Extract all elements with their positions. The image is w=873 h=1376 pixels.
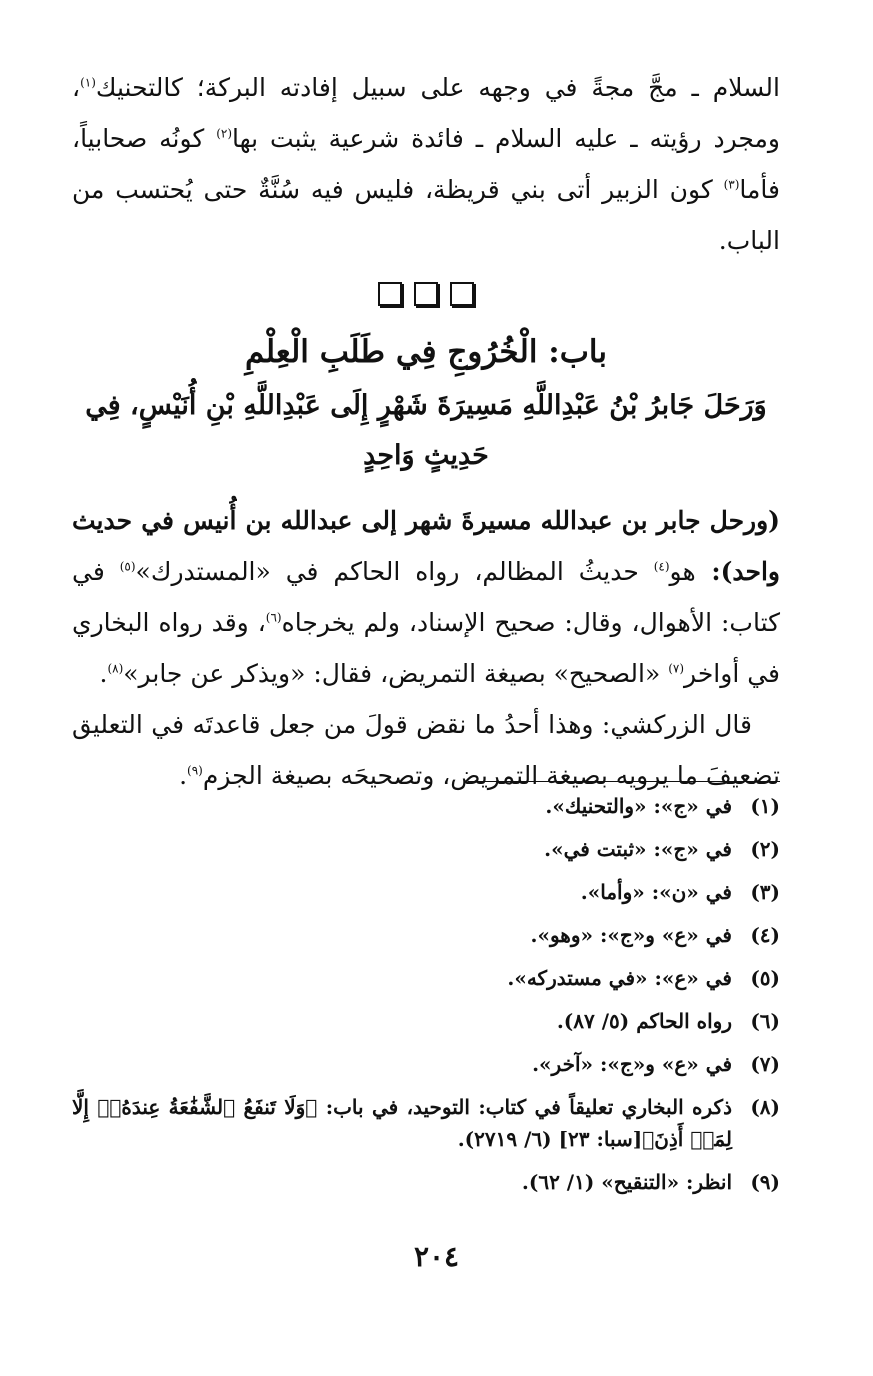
footnote-item: [72, 919, 780, 951]
footnote-ref-5[interactable]: (٥): [119, 559, 136, 574]
footnote-ref-9[interactable]: (٩): [187, 763, 203, 778]
paragraph-2-part-a: هو: [669, 557, 696, 586]
footnote-number: (٣): [750, 880, 780, 904]
footnote-ref-8[interactable]: (٨): [107, 661, 124, 676]
footnote-text: في «ج»: «ثبتت في».: [544, 837, 732, 861]
paragraph-2-part-c: في كتاب: الأهوال، وقال: صحيح الإسناد، ولم يخرجاه: [72, 557, 781, 637]
quoted-hadith: (ورحل جابر بن عبدالله مسيرةَ شهر إلى عبدالله بن أُنيس في حديث واحد):: [72, 506, 780, 586]
paragraph-2: [72, 495, 780, 699]
footnote-text: في «ع» و«ج»: «آخر».: [532, 1052, 732, 1076]
footnote-number: (٦): [750, 1009, 780, 1033]
footnote-number: (٤): [750, 923, 780, 947]
footnote-ref-1[interactable]: (١): [80, 75, 96, 90]
footnote-text: في «ن»: «وأما».: [580, 880, 732, 904]
footnote-separator: [468, 781, 780, 782]
paragraph-2-part-f: .: [99, 659, 108, 688]
footnote-item: [72, 1005, 780, 1037]
footnote-text: في «ع»: «في مستدركه».: [507, 966, 732, 990]
footnote-number: (٨): [750, 1095, 780, 1119]
page-body: [72, 62, 780, 801]
footnote-item: [72, 1091, 780, 1155]
paragraph-3-part-b: .: [179, 761, 188, 790]
footnotes-list: [72, 790, 780, 1209]
footnote-number: (٢): [750, 837, 780, 861]
divider-square-icon: [450, 282, 474, 306]
footnote-item: [72, 790, 780, 822]
footnote-ref-6[interactable]: (٦): [265, 610, 282, 625]
hadith-heading: وَرَحَلَ جَابرُ بْنُ عَبْدِاللَّهِ مَسِيرَةَ شَهْرٍ إِلَى عَبْدِاللَّهِ بْنِ أُنَيْسٍ، فِي حَدِيثٍ وَاحِدٍ: [85, 390, 767, 471]
paragraph-1: [72, 62, 780, 266]
paragraph-2-part-b: حديثُ المظالم، رواه الحاكم في «المستدرك»: [135, 557, 654, 586]
footnote-text: رواه الحاكم (٥/ ٨٧).: [556, 1009, 732, 1033]
footnote-number: (٥): [750, 966, 780, 990]
footnote-item: [72, 1166, 780, 1198]
chapter-title: باب: الْخُرُوجِ فِي طَلَبِ الْعِلْمِ: [245, 334, 607, 370]
footnote-item: [72, 962, 780, 994]
footnote-item: [72, 1048, 780, 1080]
footnote-ref-2[interactable]: (٢): [216, 126, 233, 141]
divider-square-icon: [378, 282, 402, 306]
footnote-text: ذكره البخاري تعليقاً في كتاب: التوحيد، في باب: ﴿وَلَا تَنفَعُ ٱلشَّفَٰعَةُ عِندَهُۥٓ إِلَّا لِمَنۡ أَذِنَ﴾[سبا: ٢٣] (٦/ ٢٧١٩).: [72, 1095, 732, 1151]
paragraph-3: [72, 699, 780, 801]
footnote-text: في «ج»: «والتحنيك».: [545, 794, 732, 818]
footnote-item: [72, 833, 780, 865]
footnote-ref-3[interactable]: (٣): [723, 177, 740, 192]
footnote-number: (١): [750, 794, 780, 818]
footnote-ref-4[interactable]: (٤): [653, 559, 670, 574]
divider-square-icon: [414, 282, 438, 306]
paragraph-2-part-e: «الصحيح» بصيغة التمريض، فقال: «ويذكر عن جابر»: [123, 659, 669, 688]
footnote-number: (٧): [750, 1052, 780, 1076]
paragraph-1-part-d: كون الزبير أتى بني قريظة، فليس فيه سُنَّةٌ حتى يُحتسب من الباب.: [72, 175, 780, 255]
footnote-item: [72, 876, 780, 908]
paragraph-1-part-c: كونُه صحابياً، فأما: [72, 124, 780, 204]
footnote-ref-7[interactable]: (٧): [668, 661, 685, 676]
section-divider-ornament: [72, 282, 780, 313]
paragraph-1-part-a: السلام ـ مجَّ مجةً في وجهه على سبيل إفادته البركة؛ كالتحنيك: [95, 73, 780, 102]
page-number: ٢٠٤: [413, 1240, 460, 1273]
footnote-number: (٩): [750, 1170, 780, 1194]
footnote-text: في «ع» و«ج»: «وهو».: [530, 923, 732, 947]
paragraph-2-part-d: ، وقد رواه البخاري في أواخر: [72, 608, 780, 688]
paragraph-1-part-b: ، ومجرد رؤيته ـ عليه السلام ـ فائدة شرعية يثبت بها: [72, 73, 780, 153]
paragraph-3-part-a: قال الزركشي: وهذا أحدُ ما نقض قولَ من جعل قاعدتَه في التعليق تضعيفَ ما يرويه بصيغة التمريض، وتصحيحَه بصيغة الجزم: [72, 710, 780, 790]
footnote-text: انظر: «التنقيح» (١/ ٦٢).: [521, 1170, 732, 1194]
